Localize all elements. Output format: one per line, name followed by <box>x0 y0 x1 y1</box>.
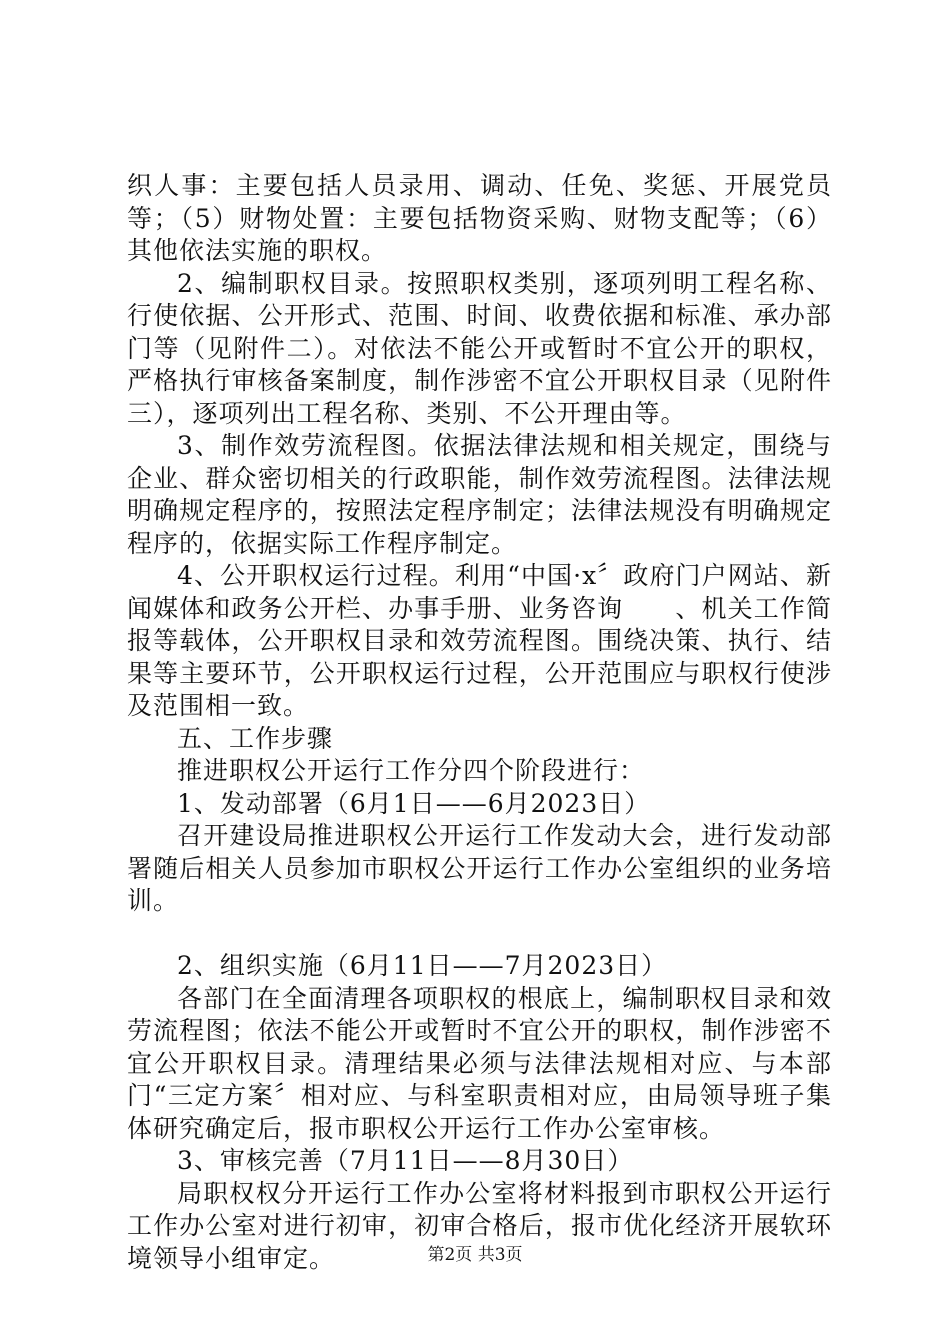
stage-heading-mobilize: 1、发动部署（6月1日——6月2023日） <box>177 788 651 818</box>
paragraph-four-stages: 推进职权公开运行工作分四个阶段进行： <box>177 756 646 785</box>
paragraph-review: 局职权权分开运行工作办公室将材料报到市职权公开运行工作办公室对进行初审，初审合格后，报市优化经济开展软环境领导小组审定。 <box>127 1178 832 1273</box>
paragraph-disclose-process: 4、公开职权运行过程。利用“中国·x〞政府门户网站、新闻媒体和政务公开栏、办事手册、业务咨询 、机关工作简报等载体，公开职权目录和效劳流程图。围绕决策、执行、结果等主要环节，公开职权运行过程，公开范围应与职权行使涉及范围相一致。 <box>127 561 832 720</box>
stage-heading-review: 3、审核完善（7月11日——8月30日） <box>177 1146 634 1175</box>
page-number: 第2页 共3页 <box>427 1245 523 1265</box>
paragraph-personnel-finance: 织人事：主要包括人员录用、调动、任免、奖惩、开展党员等；（5）财物处置：主要包括物资采购、财物支配等；（6）其他依法实施的职权。 <box>127 171 832 265</box>
blank-line <box>127 918 832 951</box>
paragraph-implement: 各部门在全面清理各项职权的根底上，编制职权目录和效劳流程图；依法不能公开或暂时不宜公开的职权，制作涉密不宜公开职权目录。清理结果必须与法律法规相对应、与本部门“三定方案〞相对应、与科室职责相对应，由局领导班子集体研究确定后，报市职权公开运行工作办公室审核。 <box>127 983 832 1143</box>
paragraph-mobilize: 召开建设局推进职权公开运行工作发动大会，进行发动部署随后相关人员参加市职权公开运行工作办公室组织的业务培训。 <box>127 821 832 915</box>
document-body <box>127 170 832 1275</box>
paragraph-compile-catalog: 2、编制职权目录。按照职权类别，逐项列明工程名称、行使依据、公开形式、范围、时间、收费依据和标准、承办部门等（见附件二）。对依法不能公开或暂时不宜公开的职权，严格执行审核备案制度，制作涉密不宜公开职权目录（见附件三），逐项列出工程名称、类别、不公开理由等。 <box>127 268 832 428</box>
stage-heading-implement: 2、组织实施（6月11日——7月2023日） <box>177 951 668 980</box>
paragraph-service-flowchart: 3、制作效劳流程图。依据法律法规和相关规定，围绕与企业、群众密切相关的行政职能，制作效劳流程图。法律法规明确规定程序的，按照法定程序制定；法律法规没有明确规定程序的，依据实际工作程序制定。 <box>127 431 832 558</box>
section-heading-work-steps: 五、工作步骤 <box>177 723 334 753</box>
page-footer <box>0 1244 950 1266</box>
